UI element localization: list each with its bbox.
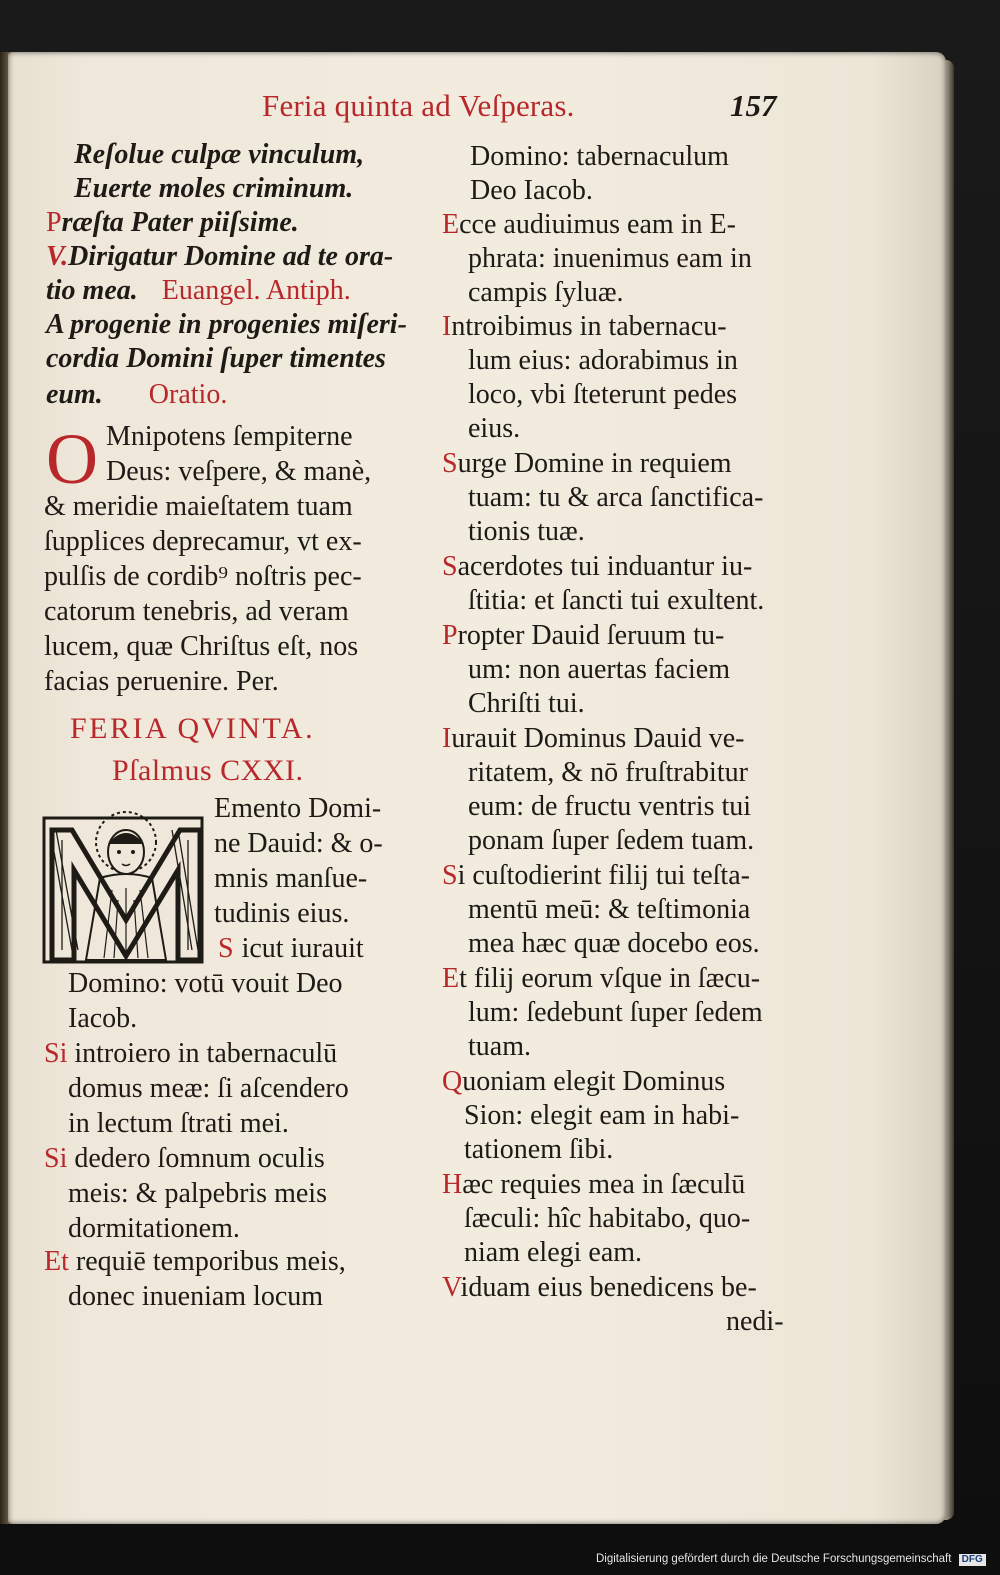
verse-line: eum: de fructu ventris tui: [468, 791, 752, 822]
verse-line: tationem ſibi.: [464, 1134, 614, 1165]
verse-line: in lectum ſtrati mei.: [68, 1108, 289, 1139]
hymn-line: Præſta Pater piiſsime.: [46, 207, 299, 238]
verse-line: loco, vbi ſteterunt pedes: [468, 379, 738, 410]
antiphon-line: cordia Domini ſuper timentes: [46, 343, 386, 374]
verse-line: Iacob.: [68, 1003, 138, 1034]
prayer-line: catorum tenebris, ad veram: [44, 596, 349, 627]
verse-line: um: non auertas faciem: [468, 654, 731, 685]
verse-line: Introibimus in tabernacu-: [442, 311, 727, 342]
antiphon-line: A progenie in progenies miſeri-: [46, 309, 407, 340]
hymn-line: Reſolue culpæ vinculum,: [74, 139, 365, 170]
verse-line: tuam.: [468, 1031, 531, 1062]
verse-line: Domino: votū vouit Deo: [68, 968, 343, 999]
verse-line: Sion: elegit eam in habi-: [464, 1100, 740, 1131]
verse-line: mentū meū: & teſtimonia: [468, 894, 751, 925]
verse-line: lum eius: adorabimus in: [468, 345, 738, 376]
verse-line: Sacerdotes tui induantur iu-: [442, 551, 753, 582]
verse-line: Deo Iacob.: [470, 175, 593, 206]
verse-line: Si introiero in tabernaculū: [44, 1038, 338, 1069]
verse-line: ritatem, & nō fruſtrabitur: [468, 757, 748, 788]
verse-line: Surge Domine in requiem: [442, 448, 732, 479]
hymn-line: Euerte moles criminum.: [74, 173, 354, 204]
prayer-line: lucem, quæ Chriſtus eſt, nos: [44, 631, 359, 662]
verse-line: Et requiē temporibus meis,: [44, 1246, 346, 1277]
prayer-line: & meridie maieſtatem tuam: [44, 491, 353, 522]
prayer-line: pulſis de cordib⁹ noſtris pec-: [44, 561, 362, 592]
verse-line: campis ſyluæ.: [468, 277, 624, 308]
versicle-mark: V.: [46, 241, 69, 272]
verse-line: tionis tuæ.: [468, 516, 585, 547]
verse-line: Si dedero ſomnum oculis: [44, 1143, 325, 1174]
verse-line: niam elegi eam.: [464, 1237, 643, 1268]
verse-line: Si cuſtodierint filij tui teſta-: [442, 860, 750, 891]
prayer-line: ſupplices deprecamur, vt ex-: [44, 526, 362, 557]
verse-line: Domino: tabernaculum: [470, 141, 729, 172]
psalm-heading: Pſalmus CXXI.: [112, 754, 304, 787]
verse-line: Chriſti tui.: [468, 688, 585, 719]
prayer-line: facias peruenire. Per.: [44, 666, 279, 697]
psalm-line: Emento Domi-: [214, 793, 382, 824]
digitization-credit: Digitalisierung gefördert durch die Deutsche Forschungsgemeinschaft DFG: [596, 1553, 986, 1566]
initial-O: O: [46, 419, 98, 499]
verse-line: lum: ſedebunt ſuper ſedem: [468, 997, 763, 1028]
psalm-line: tudinis eius.: [214, 898, 350, 929]
verse-line: Iurauit Dominus Dauid ve-: [442, 723, 745, 754]
psalm-line: ne Dauid: & o-: [214, 828, 383, 859]
verse-line: Hæc requies mea in ſæculū: [442, 1169, 746, 1200]
verse-line: ponam ſuper ſedem tuam.: [468, 825, 755, 856]
verse-line: domus meæ: ſi aſcendero: [68, 1073, 349, 1104]
verse-line: meis: & palpebris meis: [68, 1178, 327, 1209]
rubric: Euangel. Antiph.: [161, 275, 351, 306]
verse-line: Propter Dauid ſeruum tu-: [442, 620, 725, 651]
verse-line: dormitationem.: [68, 1213, 240, 1244]
psalm-line: mnis manſue-: [214, 863, 368, 894]
verse-line: Et filij eorum vſque in ſæcu-: [442, 963, 761, 994]
section-heading: FERIA QVINTA.: [70, 712, 316, 745]
versicle-line: tio mea. Euangel. Antiph.: [46, 275, 351, 306]
verse-line: mea hæc quæ docebo eos.: [468, 928, 760, 959]
versicle-line: V.Dirigatur Domine ad te ora-: [46, 241, 394, 272]
verse-line: donec inueniam locum: [68, 1281, 324, 1312]
verse-line: Ecce audiuimus eam in E-: [442, 209, 736, 240]
verse-line: ſæculi: hîc habitabo, quo-: [464, 1203, 751, 1234]
verse-line: Viduam eius benedicens be-: [442, 1272, 757, 1303]
running-header: Feria quinta ad Veſperas.: [262, 88, 575, 123]
page-number: 157: [730, 88, 777, 123]
verse-line: nedi-: [726, 1306, 784, 1337]
verse-line: ſtitia: et ſancti tui exultent.: [468, 585, 765, 616]
woodcut-initial-M-image: [42, 800, 206, 966]
prayer-line: Deus: veſpere, & manè,: [106, 456, 372, 487]
verse-line: tuam: tu & arca ſanctifica-: [468, 482, 764, 513]
antiphon-line: eum. Oratio.: [46, 379, 228, 410]
verse-line: phrata: inuenimus eam in: [468, 243, 752, 274]
prayer-line: Mnipotens ſempiterne: [106, 421, 353, 452]
verse-line: eius.: [468, 413, 521, 444]
verse-line: Quoniam elegit Dominus: [442, 1066, 726, 1097]
rubric-oratio: Oratio.: [148, 379, 228, 410]
verse-line: S icut iurauit: [218, 933, 364, 964]
dfg-logo: DFG: [959, 1554, 986, 1566]
